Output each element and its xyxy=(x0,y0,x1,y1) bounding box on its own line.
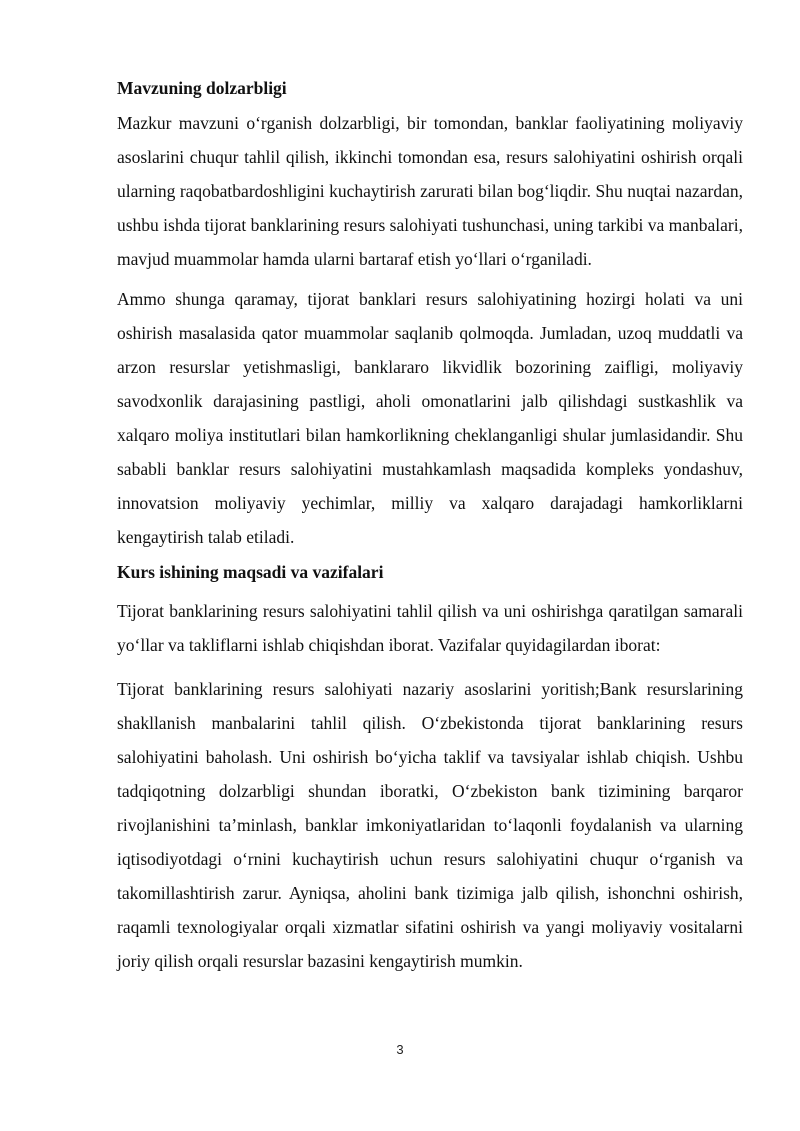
page-content xyxy=(117,74,743,978)
paragraph-goals-2: Tijorat banklarining resurs salohiyati nazariy asoslarini yoritish;Bank resurslarining shakllanish manbalarini tahlil qilish. O‘zbekistonda tijorat banklarining resurs salohiyatini baholash. Uni oshirish bo‘yicha taklif va tavsiyalar ishlab chiqish. Ushbu tadqiqotning dolzarbligi shundan iboratki, O‘zbekiston bank tizimining barqaror rivojlanishini ta’minlash, banklar imkoniyatlaridan to‘laqonli foydalanish va ularning iqtisodiyotdagi o‘rnini kuchaytirish uchun resurs salohiyatini chuqur o‘rganish va takomillashtirish zarur. Ayniqsa, aholini bank tizimiga jalb qilish, ishonchni oshirish, raqamli texnologiyalar orqali xizmatlar sifatini oshirish va yangi moliyaviy vositalarni joriy qilish orqali resurslar bazasini kengaytirish mumkin. xyxy=(117,679,743,971)
section-heading-relevance: Mavzuning dolzarbligi xyxy=(117,78,287,98)
paragraph-relevance-1: Mazkur mavzuni o‘rganish dolzarbligi, bir tomondan, banklar faoliyatining moliyaviy asoslarini chuqur tahlil qilish, ikkinchi tomondan esa, resurs salohiyatini oshirish orqali ularning raqobatbardoshligini kuchaytirish zarurati bilan bog‘liqdir. Shu nuqtai nazardan, ushbu ishda tijorat banklarining resurs salohiyati tushunchasi, uning tarkibi va manbalari, mavjud muammolar hamda ularni bartaraf etish yo‘llari o‘rganiladi. xyxy=(117,113,743,269)
page-number: 3 xyxy=(396,1042,404,1057)
section-heading-goals: Kurs ishining maqsadi va vazifalari xyxy=(117,562,384,582)
paragraph-goals-1: Tijorat banklarining resurs salohiyatini tahlil qilish va uni oshirishga qaratilgan samarali yo‘llar va takliflarni ishlab chiqishdan iborat. Vazifalar quyidagilardan iborat: xyxy=(117,601,743,655)
paragraph-relevance-2: Ammo shunga qaramay, tijorat banklari resurs salohiyatining hozirgi holati va uni oshirish masalasida qator muammolar saqlanib qolmoqda. Jumladan, uzoq muddatli va arzon resurslar yetishmasligi, banklararo likvidlik bozorining zaifligi, moliyaviy savodxonlik darajasining pastligi, aholi omonatlarini jalb qilishdagi sustkashlik va xalqaro moliya institutlari bilan hamkorlikning cheklanganligi shular jumlasidandir. Shu sababli banklar resurs salohiyatini mustahkamlash maqsadida kompleks yondashuv, innovatsion moliyaviy yechimlar, milliy va xalqaro darajadagi hamkorliklarni kengaytirish talab etiladi. xyxy=(117,289,743,547)
